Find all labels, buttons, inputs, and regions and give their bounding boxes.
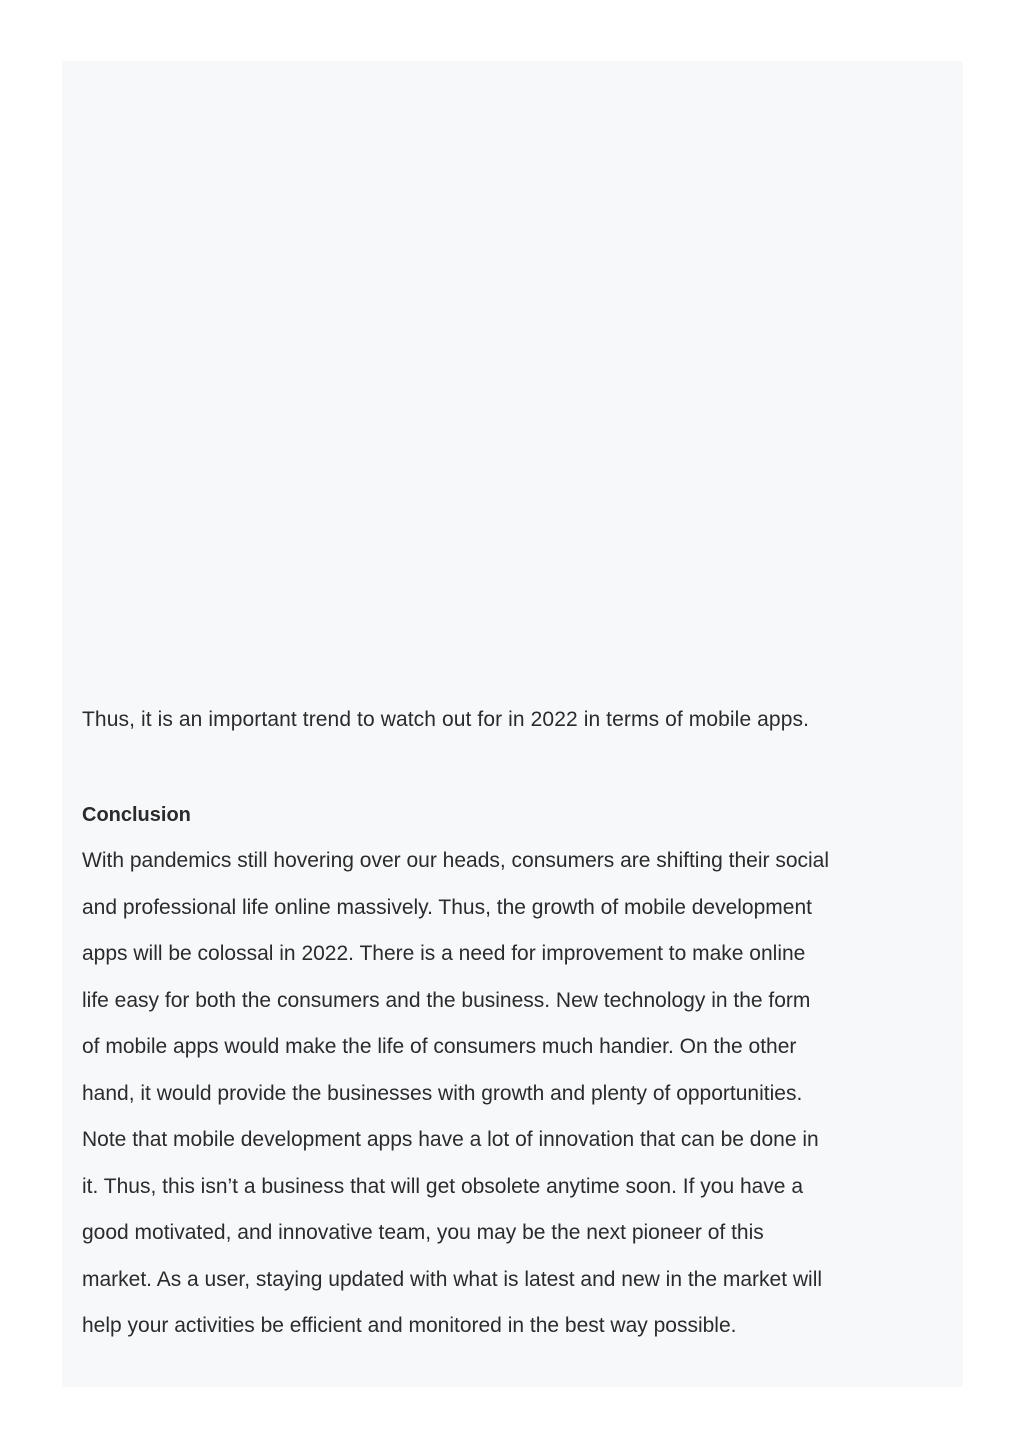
conclusion-heading: Conclusion <box>82 804 191 826</box>
paragraph-line: With pandemics still hovering over our heads, consumers are shifting their social <box>82 849 830 872</box>
paragraph-line: of mobile apps would make the life of consumers much handier. On the other <box>82 1035 797 1058</box>
paragraph-line: it. Thus, this isn’t a business that will get obsolete anytime soon. If you have a <box>82 1174 804 1198</box>
paragraph-line: hand, it would provide the businesses with growth and plenty of opportunities. <box>82 1081 803 1105</box>
paragraph-line: apps will be colossal in 2022. There is a need for improvement to make online <box>82 942 806 965</box>
conclusion-paragraph <box>82 838 944 1350</box>
paragraph-line: life easy for both the consumers and the business. New technology in the form <box>82 988 811 1012</box>
intro-sentence: Thus, it is an important trend to watch out for in 2022 in terms of mobile apps. <box>82 708 810 731</box>
paragraph-line: good motivated, and innovative team, you may be the next pioneer of this <box>82 1221 764 1244</box>
paragraph-line: market. As a user, staying updated with what is latest and new in the market will <box>82 1267 823 1291</box>
paragraph-line: Note that mobile development apps have a lot of innovation that can be done in <box>82 1128 819 1151</box>
content-panel <box>62 61 963 1387</box>
paragraph-line: help your activities be efficient and monitored in the best way possible. <box>82 1314 737 1337</box>
paragraph-line: and professional life online massively. Thus, the growth of mobile development <box>82 895 812 919</box>
